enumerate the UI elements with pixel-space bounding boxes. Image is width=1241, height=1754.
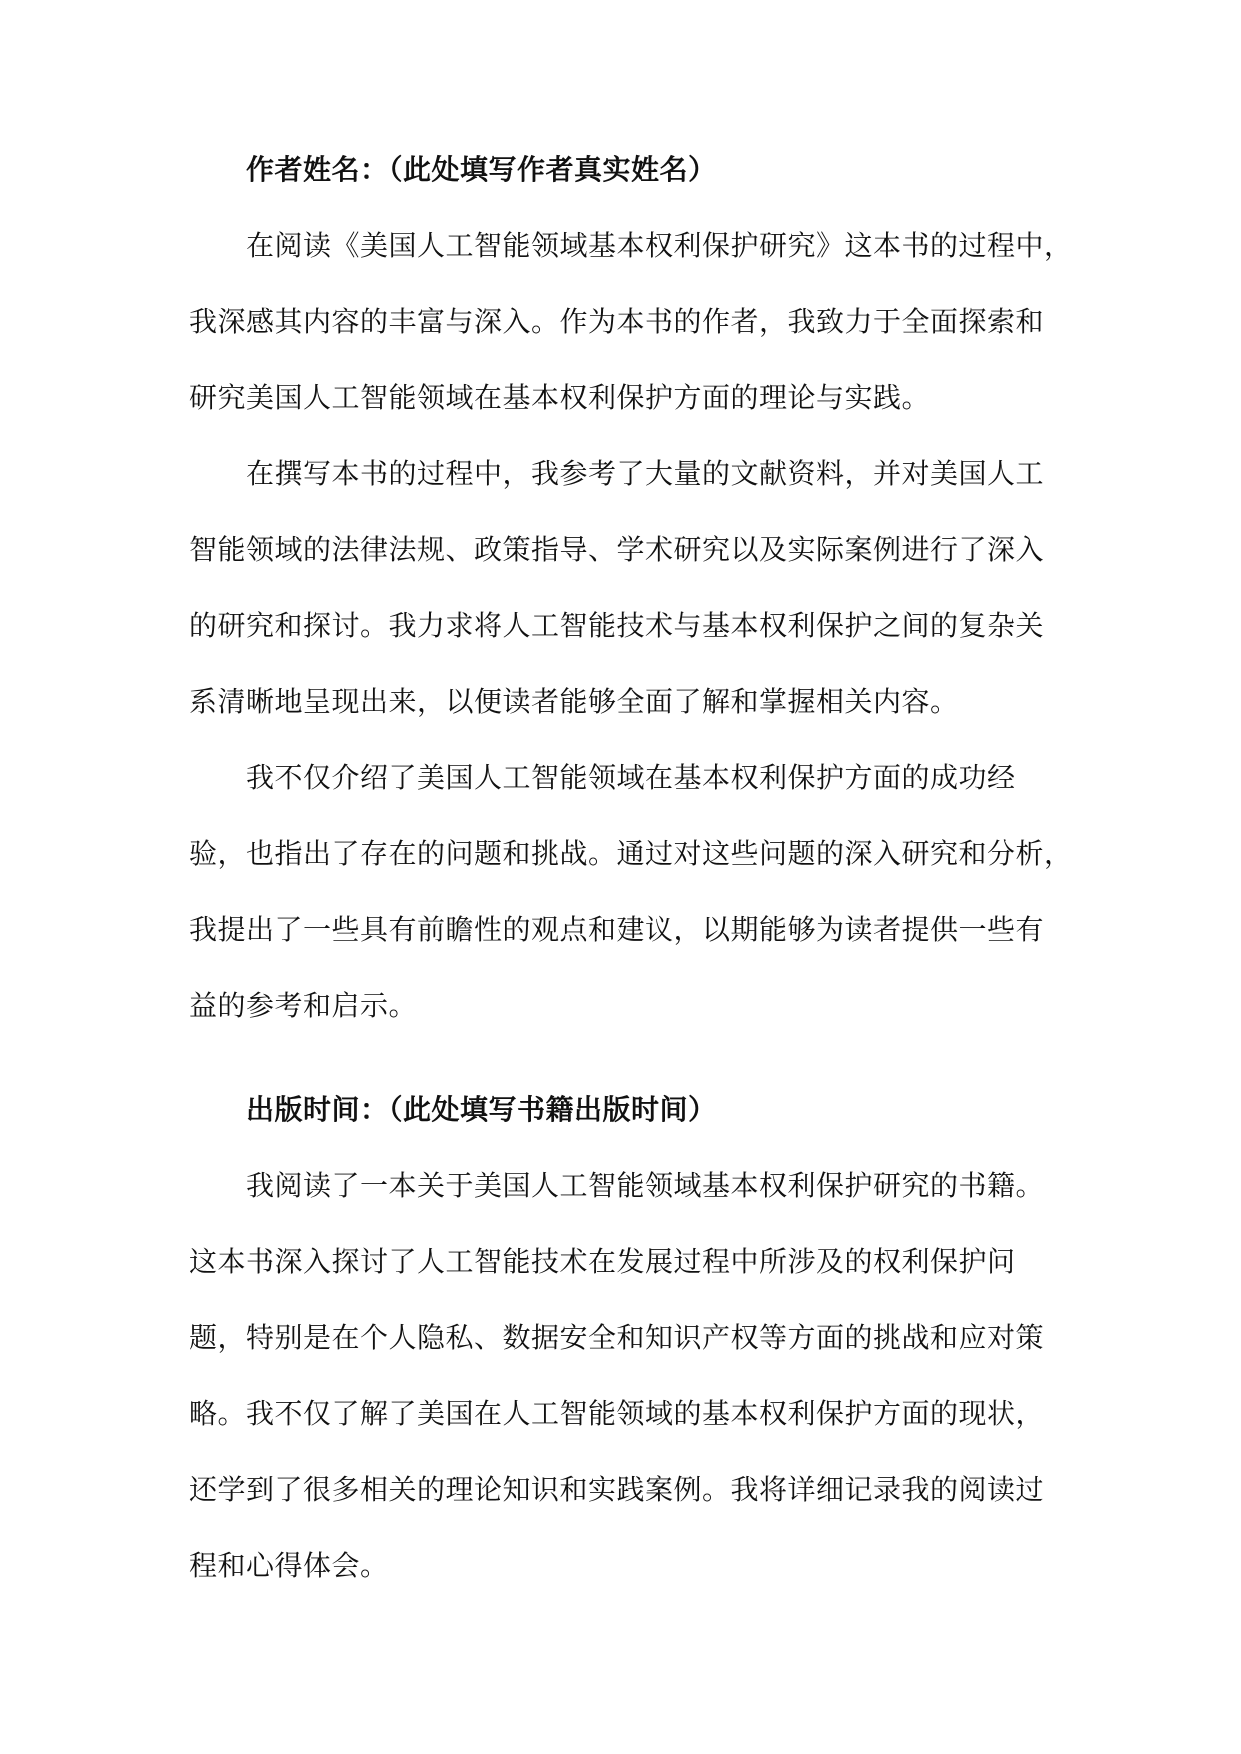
paragraph-line: 我提出了一些具有前瞻性的观点和建议，以期能够为读者提供一些有: [189, 913, 1045, 946]
paragraph-line: 题，特别是在个人隐私、数据安全和知识产权等方面的挑战和应对策: [189, 1321, 1045, 1354]
paragraph-line: 我深感其内容的丰富与深入。作为本书的作者，我致力于全面探索和: [189, 305, 1045, 338]
author-name-heading: 作者姓名：（此处填写作者真实姓名）: [246, 153, 717, 186]
paragraph-line: 智能领域的法律法规、政策指导、学术研究以及实际案例进行了深入: [189, 533, 1045, 566]
paragraph-line: 我不仅介绍了美国人工智能领域在基本权利保护方面的成功经: [246, 761, 1016, 794]
paragraph-line: 这本书深入探讨了人工智能技术在发展过程中所涉及的权利保护问: [189, 1245, 1016, 1278]
paragraph-line: 程和心得体会。: [189, 1549, 389, 1582]
paragraph-line: 的研究和探讨。我力求将人工智能技术与基本权利保护之间的复杂关: [189, 609, 1045, 642]
paragraph-line: 研究美国人工智能领域在基本权利保护方面的理论与实践。: [189, 381, 931, 414]
paragraph-line: 验，也指出了存在的问题和挑战。通过对这些问题的深入研究和分析，: [189, 837, 1073, 870]
paragraph-line: 在阅读《美国人工智能领域基本权利保护研究》这本书的过程中，: [246, 229, 1073, 262]
paragraph-line: 略。我不仅了解了美国在人工智能领域的基本权利保护方面的现状，: [189, 1397, 1045, 1430]
paragraph-line: 还学到了很多相关的理论知识和实践案例。我将详细记录我的阅读过: [189, 1473, 1045, 1506]
paragraph-line: 在撰写本书的过程中，我参考了大量的文献资料，并对美国人工: [246, 457, 1045, 490]
paragraph-line: 我阅读了一本关于美国人工智能领域基本权利保护研究的书籍。: [246, 1169, 1045, 1202]
paragraph-line: 益的参考和启示。: [189, 989, 418, 1022]
paragraph-line: 系清晰地呈现出来，以便读者能够全面了解和掌握相关内容。: [189, 685, 959, 718]
publication-time-heading: 出版时间：（此处填写书籍出版时间）: [246, 1093, 717, 1126]
